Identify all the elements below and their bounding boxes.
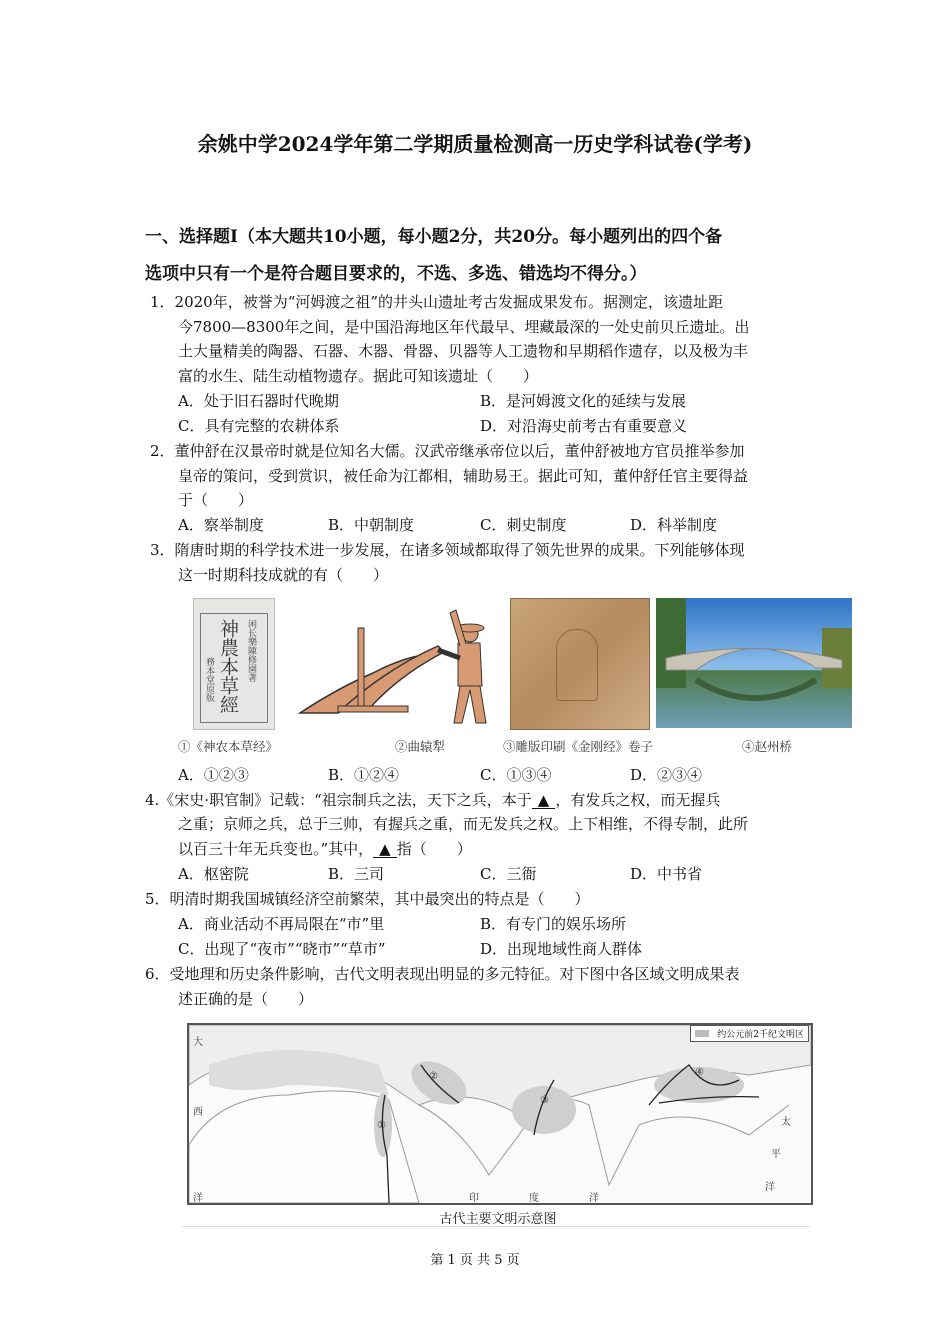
q4-blank: ▲ <box>373 841 397 858</box>
q4-blank: ▲ <box>532 792 556 809</box>
section-header-line1: 一、选择题Ⅰ（本大题共10小题，每小题2分，共20分。每小题列出的四个备 <box>145 227 723 247</box>
caption-bridge: ④赵州桥 <box>742 739 793 754</box>
map-label-indian: 洋 <box>589 1193 599 1204</box>
q3-text: 3．隋唐时期的科学技术进一步发展，在诸多领域都取得了领先世界的成果。下列能够体现 <box>150 541 745 559</box>
q1-option-a: A．处于旧石器时代晚期 <box>178 392 339 410</box>
ancient-civilizations-map <box>187 1023 813 1205</box>
section-header-line2: 选项中只有一个是符合题目要求的，不选、多选、错选均不得分。） <box>145 264 647 284</box>
q4-option-c: C．三衙 <box>480 865 537 883</box>
q1-text: 富的水生、陆生动植物遗存。据此可知该遗址（ ） <box>178 367 539 385</box>
book-author-text: 闲长樂陳修園著 <box>246 619 256 682</box>
q1-text: 1．2020年，被誉为“河姆渡之祖”的井头山遗址考古发掘成果发布。据测定，该遗址距 <box>150 293 724 311</box>
curved-plow-image <box>298 598 494 728</box>
q5-option-a: A．商业活动不再局限在“市”里 <box>178 915 385 933</box>
map-label-indian: 印 <box>469 1193 479 1204</box>
q4-text-post: 指（ ） <box>396 840 472 858</box>
q1-text: 土大量精美的陶器、石器、木器、骨器、贝器等人工遗物和早期稻作遗存，以及极为丰 <box>178 342 749 360</box>
q2-text: 于（ ） <box>178 491 254 509</box>
q1-option-c: C．具有完整的农耕体系 <box>178 417 340 435</box>
q4-text-post: ，有发兵之权，而无握兵 <box>555 791 721 809</box>
q2-option-a: A．察举制度 <box>178 516 264 534</box>
q2-option-c: C．刺史制度 <box>480 516 567 534</box>
q3-option-b: B．①②④ <box>328 766 400 784</box>
q3-text: 这一时期科技成就的有（ ） <box>178 566 389 584</box>
q3-option-a: A．①②③ <box>178 766 249 784</box>
map-marker-3: ③ <box>540 1095 549 1106</box>
book-title-text: 神農本草經 <box>217 619 239 714</box>
map-caption: 古代主要文明示意图 <box>439 1212 557 1227</box>
map-label-pacific: 太 <box>781 1117 791 1128</box>
q4-text-pre: 以百三十年无兵变也。”其中， <box>178 840 374 858</box>
q3-option-d: D．②③④ <box>630 766 703 784</box>
divider <box>182 1226 810 1227</box>
q5-option-c: C．出现了“夜市”“晓市”“草市” <box>178 940 386 958</box>
caption-shennong: ①《神农本草经》 <box>178 739 279 754</box>
q4-option-b: B．三司 <box>328 865 385 883</box>
map-label-atlantic: 洋 <box>193 1193 203 1204</box>
q4-text <box>178 839 472 859</box>
q2-option-b: B．中朝制度 <box>328 516 415 534</box>
q6-text: 述正确的是（ ） <box>178 990 314 1008</box>
map-label-indian: 度 <box>529 1193 539 1204</box>
map-label-pacific: 洋 <box>765 1182 775 1193</box>
q4-text: 之重；京师之兵，总于三帅，有握兵之重，而无发兵之权。上下相维，不得专制，此所 <box>178 815 749 833</box>
q4-text-pre: 4.《宋史·职官制》记载：“祖宗制兵之法，天下之兵，本于 <box>145 791 532 809</box>
q1-option-b: B．是河姆渡文化的延续与发展 <box>480 392 687 410</box>
q2-text: 皇帝的策问，受到赏识，被任命为江都相，辅助易王。据此可知，董仲舒任官主要得益 <box>178 467 749 485</box>
q5-text: 5．明清时期我国城镇经济空前繁荣，其中最突出的特点是（ ） <box>145 890 590 908</box>
map-marker-2: ② <box>429 1071 438 1082</box>
q3-option-c: C．①③④ <box>480 766 552 784</box>
caption-plow: ②曲辕犁 <box>395 739 446 754</box>
q1-text: 今7800—8300年之间，是中国沿海地区年代最早、埋藏最深的一处史前贝丘遗址。出 <box>178 318 750 336</box>
map-legend <box>690 1025 809 1042</box>
q2-text: 2．董仲舒在汉景帝时就是位知名大儒。汉武帝继承帝位以后，董仲舒被地方官员推举参加 <box>150 442 745 460</box>
page-footer: 第 1 页 共 5 页 <box>430 1253 520 1268</box>
q5-option-d: D．出现地域性商人群体 <box>480 940 643 958</box>
q4-option-a: A．枢密院 <box>178 865 249 883</box>
q6-text: 6．受地理和历史条件影响，古代文明表现出明显的多元特征。对下图中各区域文明成果表 <box>145 965 740 983</box>
q4-option-d: D．中书省 <box>630 865 703 883</box>
shennong-bencao-book-image <box>193 598 275 730</box>
map-label-atlantic: 西 <box>193 1107 203 1118</box>
caption-sutra: ③雕版印刷《金刚经》卷子 <box>503 739 654 754</box>
zhaozhou-bridge-image <box>656 598 852 728</box>
page-title: 余姚中学2024学年第二学期质量检测高一历史学科试卷(学考) <box>197 132 753 156</box>
q5-option-b: B．有专门的娱乐场所 <box>480 915 627 933</box>
q2-option-d: D．科举制度 <box>630 516 718 534</box>
map-label-atlantic: 大 <box>193 1037 203 1048</box>
map-label-pacific: 平 <box>771 1149 781 1160</box>
q4-text <box>145 790 720 810</box>
legend-label: 约公元前2千纪文明区 <box>717 1030 804 1040</box>
map-marker-4: ④ <box>695 1067 704 1078</box>
book-edition-text: 務本堂原版 <box>204 657 214 702</box>
map-marker-1: ① <box>377 1120 386 1131</box>
diamond-sutra-scroll-image <box>510 598 650 730</box>
q1-option-d: D．对沿海史前考古有重要意义 <box>480 417 688 435</box>
legend-swatch <box>695 1030 709 1037</box>
